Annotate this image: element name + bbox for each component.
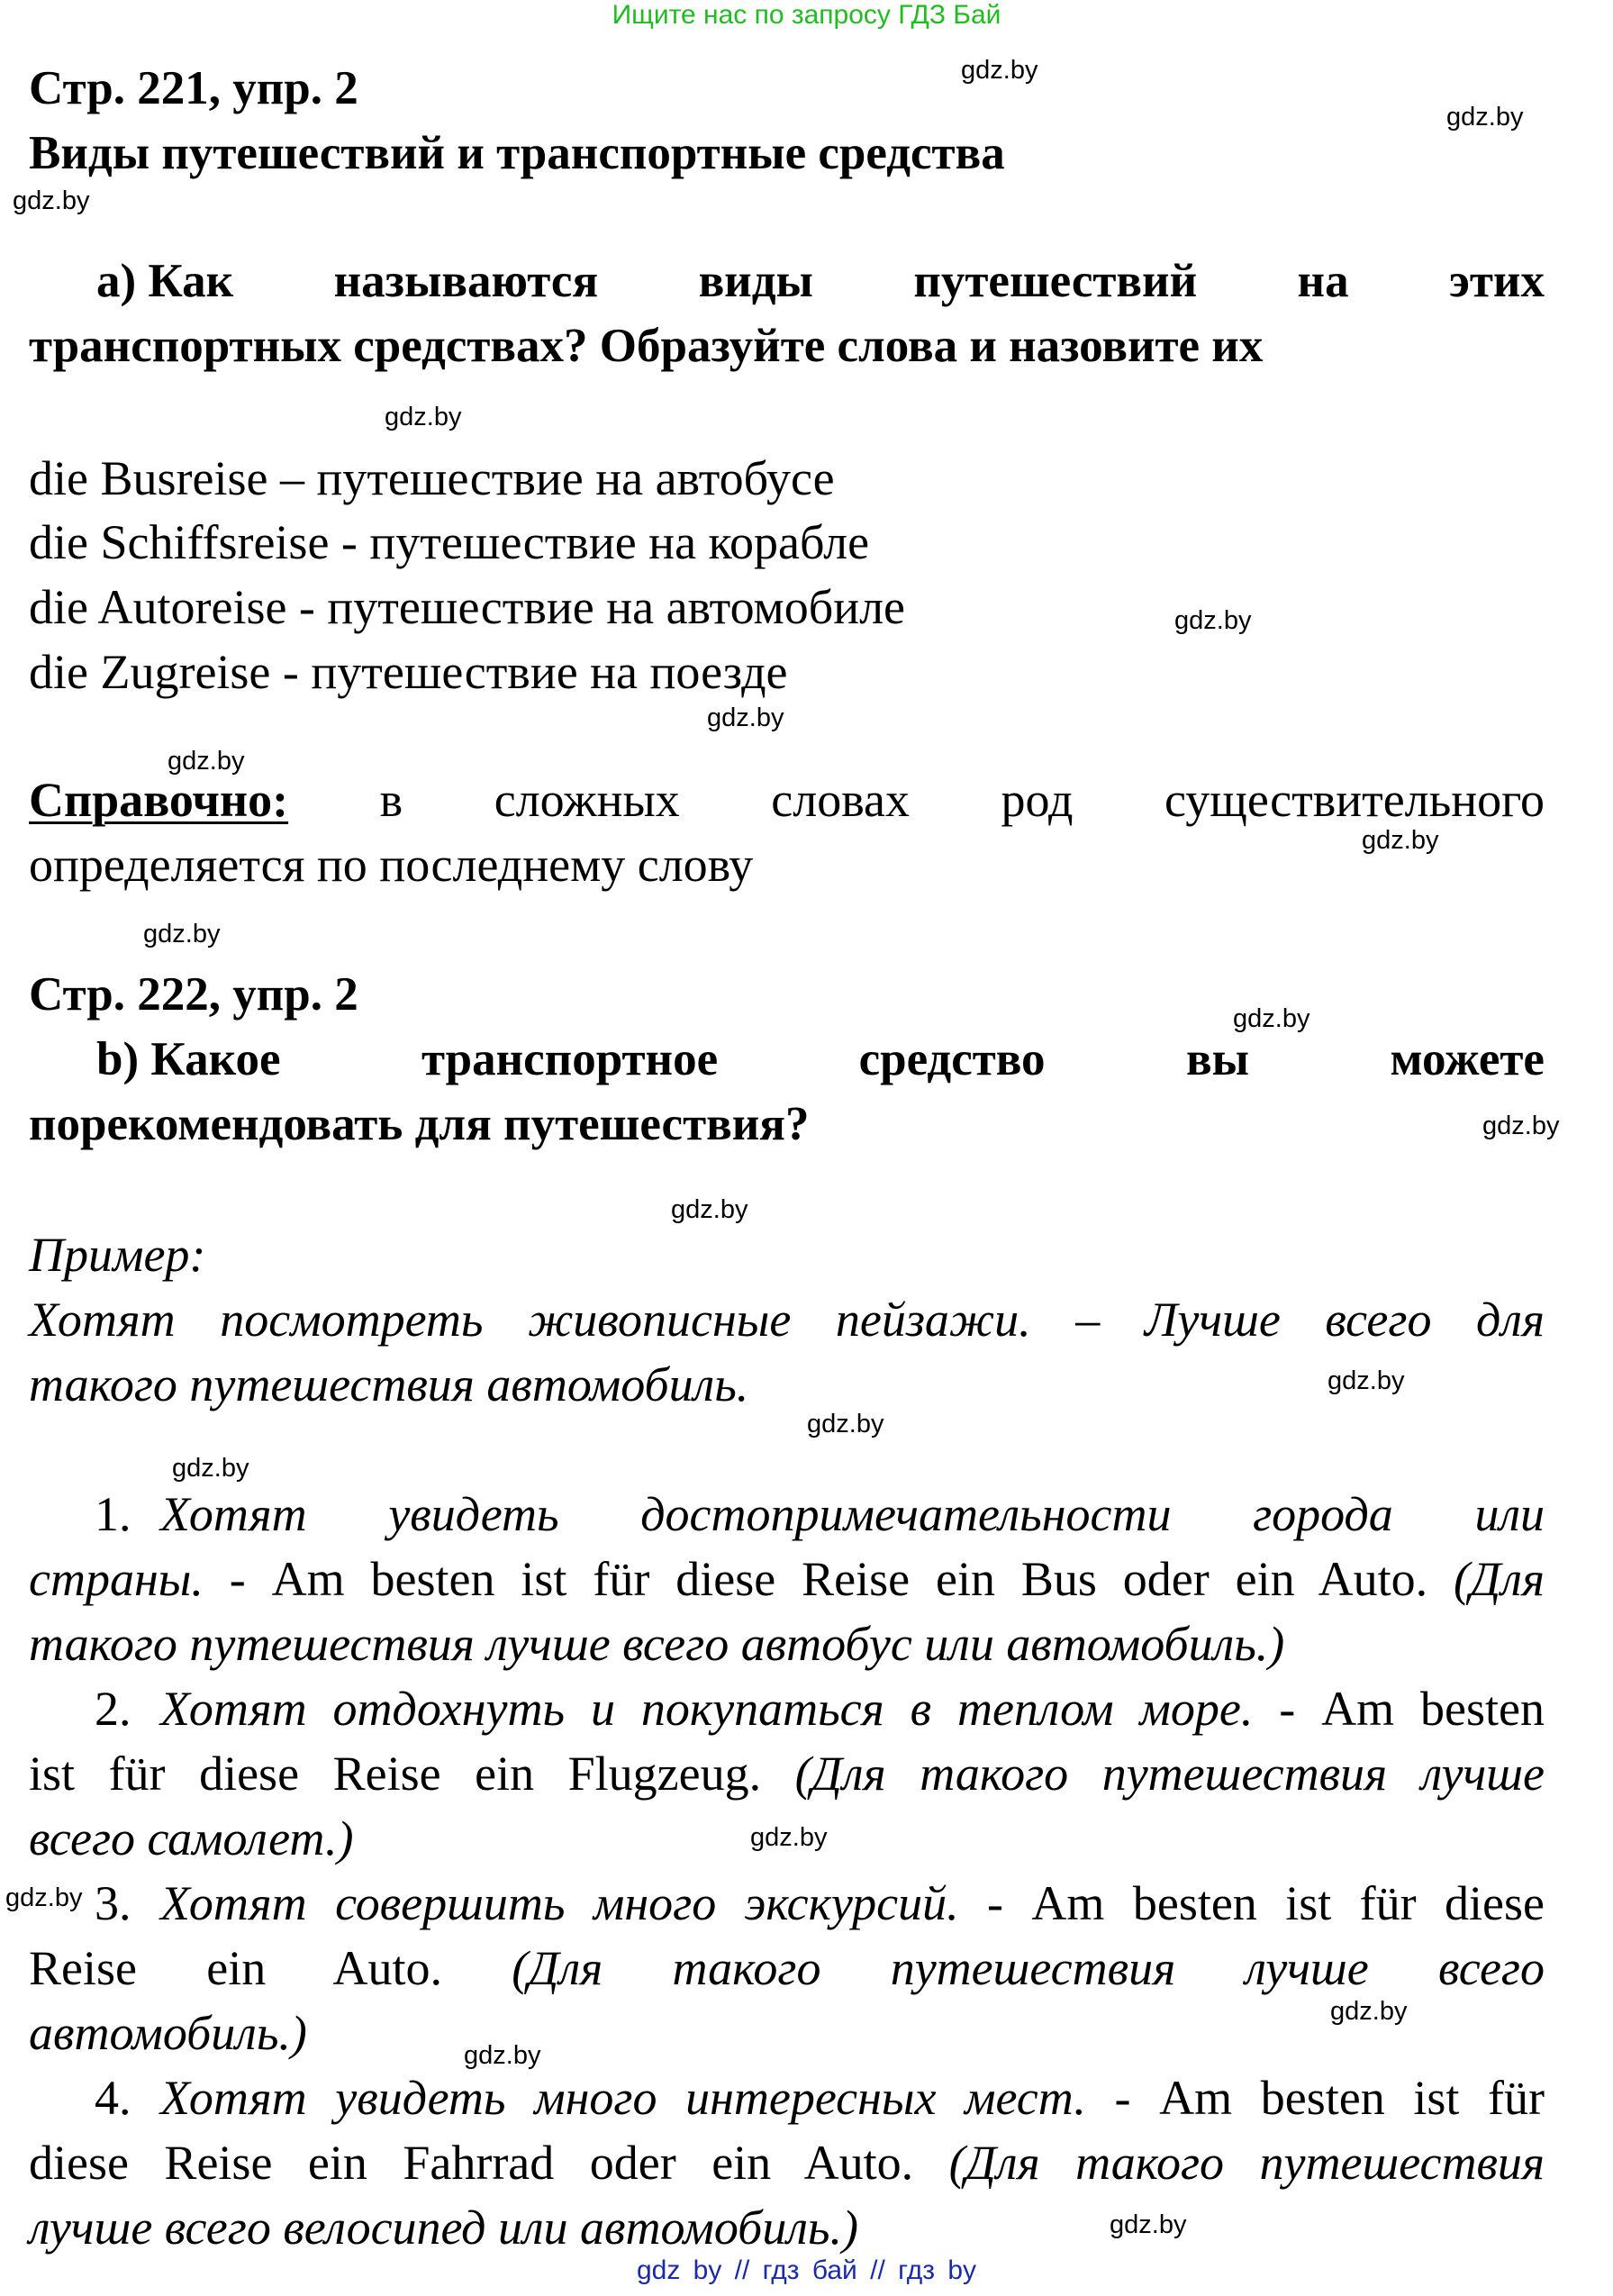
answer-busreise: die Busreise – путешествие на автобусе [29, 451, 835, 505]
watermark: gdz.by [143, 920, 221, 948]
note-word: в [379, 773, 403, 827]
task-a-word: виды [698, 255, 813, 307]
watermark: gdz.by [385, 403, 462, 431]
watermark: gdz.by [707, 703, 784, 732]
item-2-number: 2. [95, 1682, 131, 1736]
task-a-word: на [1297, 255, 1349, 307]
watermark: gdz.by [1328, 1366, 1405, 1395]
task-b-label: b) Какое [96, 1033, 281, 1085]
note-line2: определяется по последнему слову [29, 838, 754, 892]
answer-schiffsreise: die Schiffsreise - путешествие на корабле [29, 515, 870, 569]
note-word: сложных [494, 773, 680, 827]
task-a-label: а) Как [96, 255, 234, 307]
item-1-number: 1. [95, 1487, 131, 1541]
watermark: gdz.by [807, 1410, 884, 1438]
note-line1 [29, 772, 1545, 828]
watermark: gdz.by [961, 56, 1038, 85]
watermark: gdz.by [172, 1454, 249, 1483]
item-2-line3: всего самолет.) [29, 1811, 354, 1865]
note-word: существительного [1164, 773, 1545, 827]
item-2-line2: ist für diese Reise ein Flugzeug. (Для такого путешествия лучше [29, 1747, 1545, 1801]
watermark: gdz.by [1446, 103, 1524, 132]
item-3-line2: Reise ein Auto. (Для такого путешествия лучше всего [29, 1941, 1545, 1995]
task-a-word: называются [333, 255, 599, 307]
item-4-line2: diese Reise ein Fahrrad oder ein Auto. (Для такого путешествия [29, 2136, 1545, 2190]
watermark: gdz.by [1174, 606, 1252, 635]
task-b-word: средство [858, 1033, 1046, 1085]
watermark: gdz.by [168, 747, 245, 776]
section2-heading: Стр. 222, упр. 2 [29, 968, 358, 1021]
item-3-number: 3. [95, 1876, 131, 1930]
example-label: Пример: [29, 1228, 206, 1282]
task-b-line1 [29, 1032, 1545, 1086]
answer-autoreise: die Autoreise - путешествие на автомобиле [29, 580, 906, 634]
note-word: словах [771, 773, 910, 827]
watermark: gdz.by [671, 1195, 748, 1224]
task-a-word: путешествий [913, 255, 1198, 307]
task-b-word: можете [1390, 1033, 1545, 1085]
task-a-line1 [29, 254, 1545, 308]
task-b-line2: порекомендовать для путешествия? [29, 1098, 810, 1150]
task-a-line2: транспортных средствах? Образуйте слова и назовите их [29, 320, 1264, 372]
watermark: gdz.by [1362, 826, 1439, 855]
item-3-line1: Хотят совершить много экскурсий. - Am besten ist für diese [160, 1876, 1545, 1930]
item-1-line1: Хотят увидеть достопримечательности города или [160, 1487, 1545, 1541]
item-1-line3: такого путешествия лучше всего автобус или автомобиль.) [29, 1617, 1285, 1671]
watermark: gdz.by [750, 1823, 828, 1852]
item-4-line3: лучше всего велосипед или автомобиль.) [29, 2201, 858, 2255]
item-4-number: 4. [95, 2071, 131, 2125]
example-line1: Хотят посмотреть живописные пейзажи. – Лучше всего для [29, 1293, 1545, 1347]
item-4-line1: Хотят увидеть много интересных мест. - Am besten ist für [160, 2071, 1545, 2125]
watermark: gdz.by [13, 186, 90, 215]
item-1-line2: страны. - Am besten ist für diese Reise ein Bus oder ein Auto. (Для [29, 1552, 1545, 1606]
watermark: gdz.by [1110, 2210, 1187, 2239]
item-2-line1: Хотят отдохнуть и покупаться в теплом море. - Am besten [160, 1682, 1545, 1736]
watermark: gdz.by [1233, 1004, 1310, 1033]
section1-heading: Стр. 221, упр. 2 [29, 62, 358, 114]
watermark: gdz.by [1330, 1997, 1408, 2026]
watermark: gdz.by [1482, 1112, 1560, 1140]
task-b-word: транспортное [421, 1033, 719, 1085]
note-word: род [1001, 773, 1074, 827]
watermark: gdz.by [464, 2041, 541, 2070]
task-b-word: вы [1186, 1033, 1250, 1085]
item-3-line3: автомобиль.) [29, 2006, 307, 2060]
top-banner[interactable]: Ищите нас по запросу ГДЗ Бай [612, 0, 1001, 30]
note-label: Справочно: [29, 773, 289, 827]
section1-subheading: Виды путешествий и транспортные средства [29, 127, 1005, 179]
watermark: gdz.by [5, 1883, 83, 1912]
answer-zugreise: die Zugreise - путешествие на поезде [29, 645, 788, 699]
footer-links[interactable]: gdz by // гдз бай // гдз by [636, 2255, 977, 2285]
example-line2: такого путешествия автомобиль. [29, 1357, 749, 1411]
task-a-word: этих [1449, 255, 1545, 307]
